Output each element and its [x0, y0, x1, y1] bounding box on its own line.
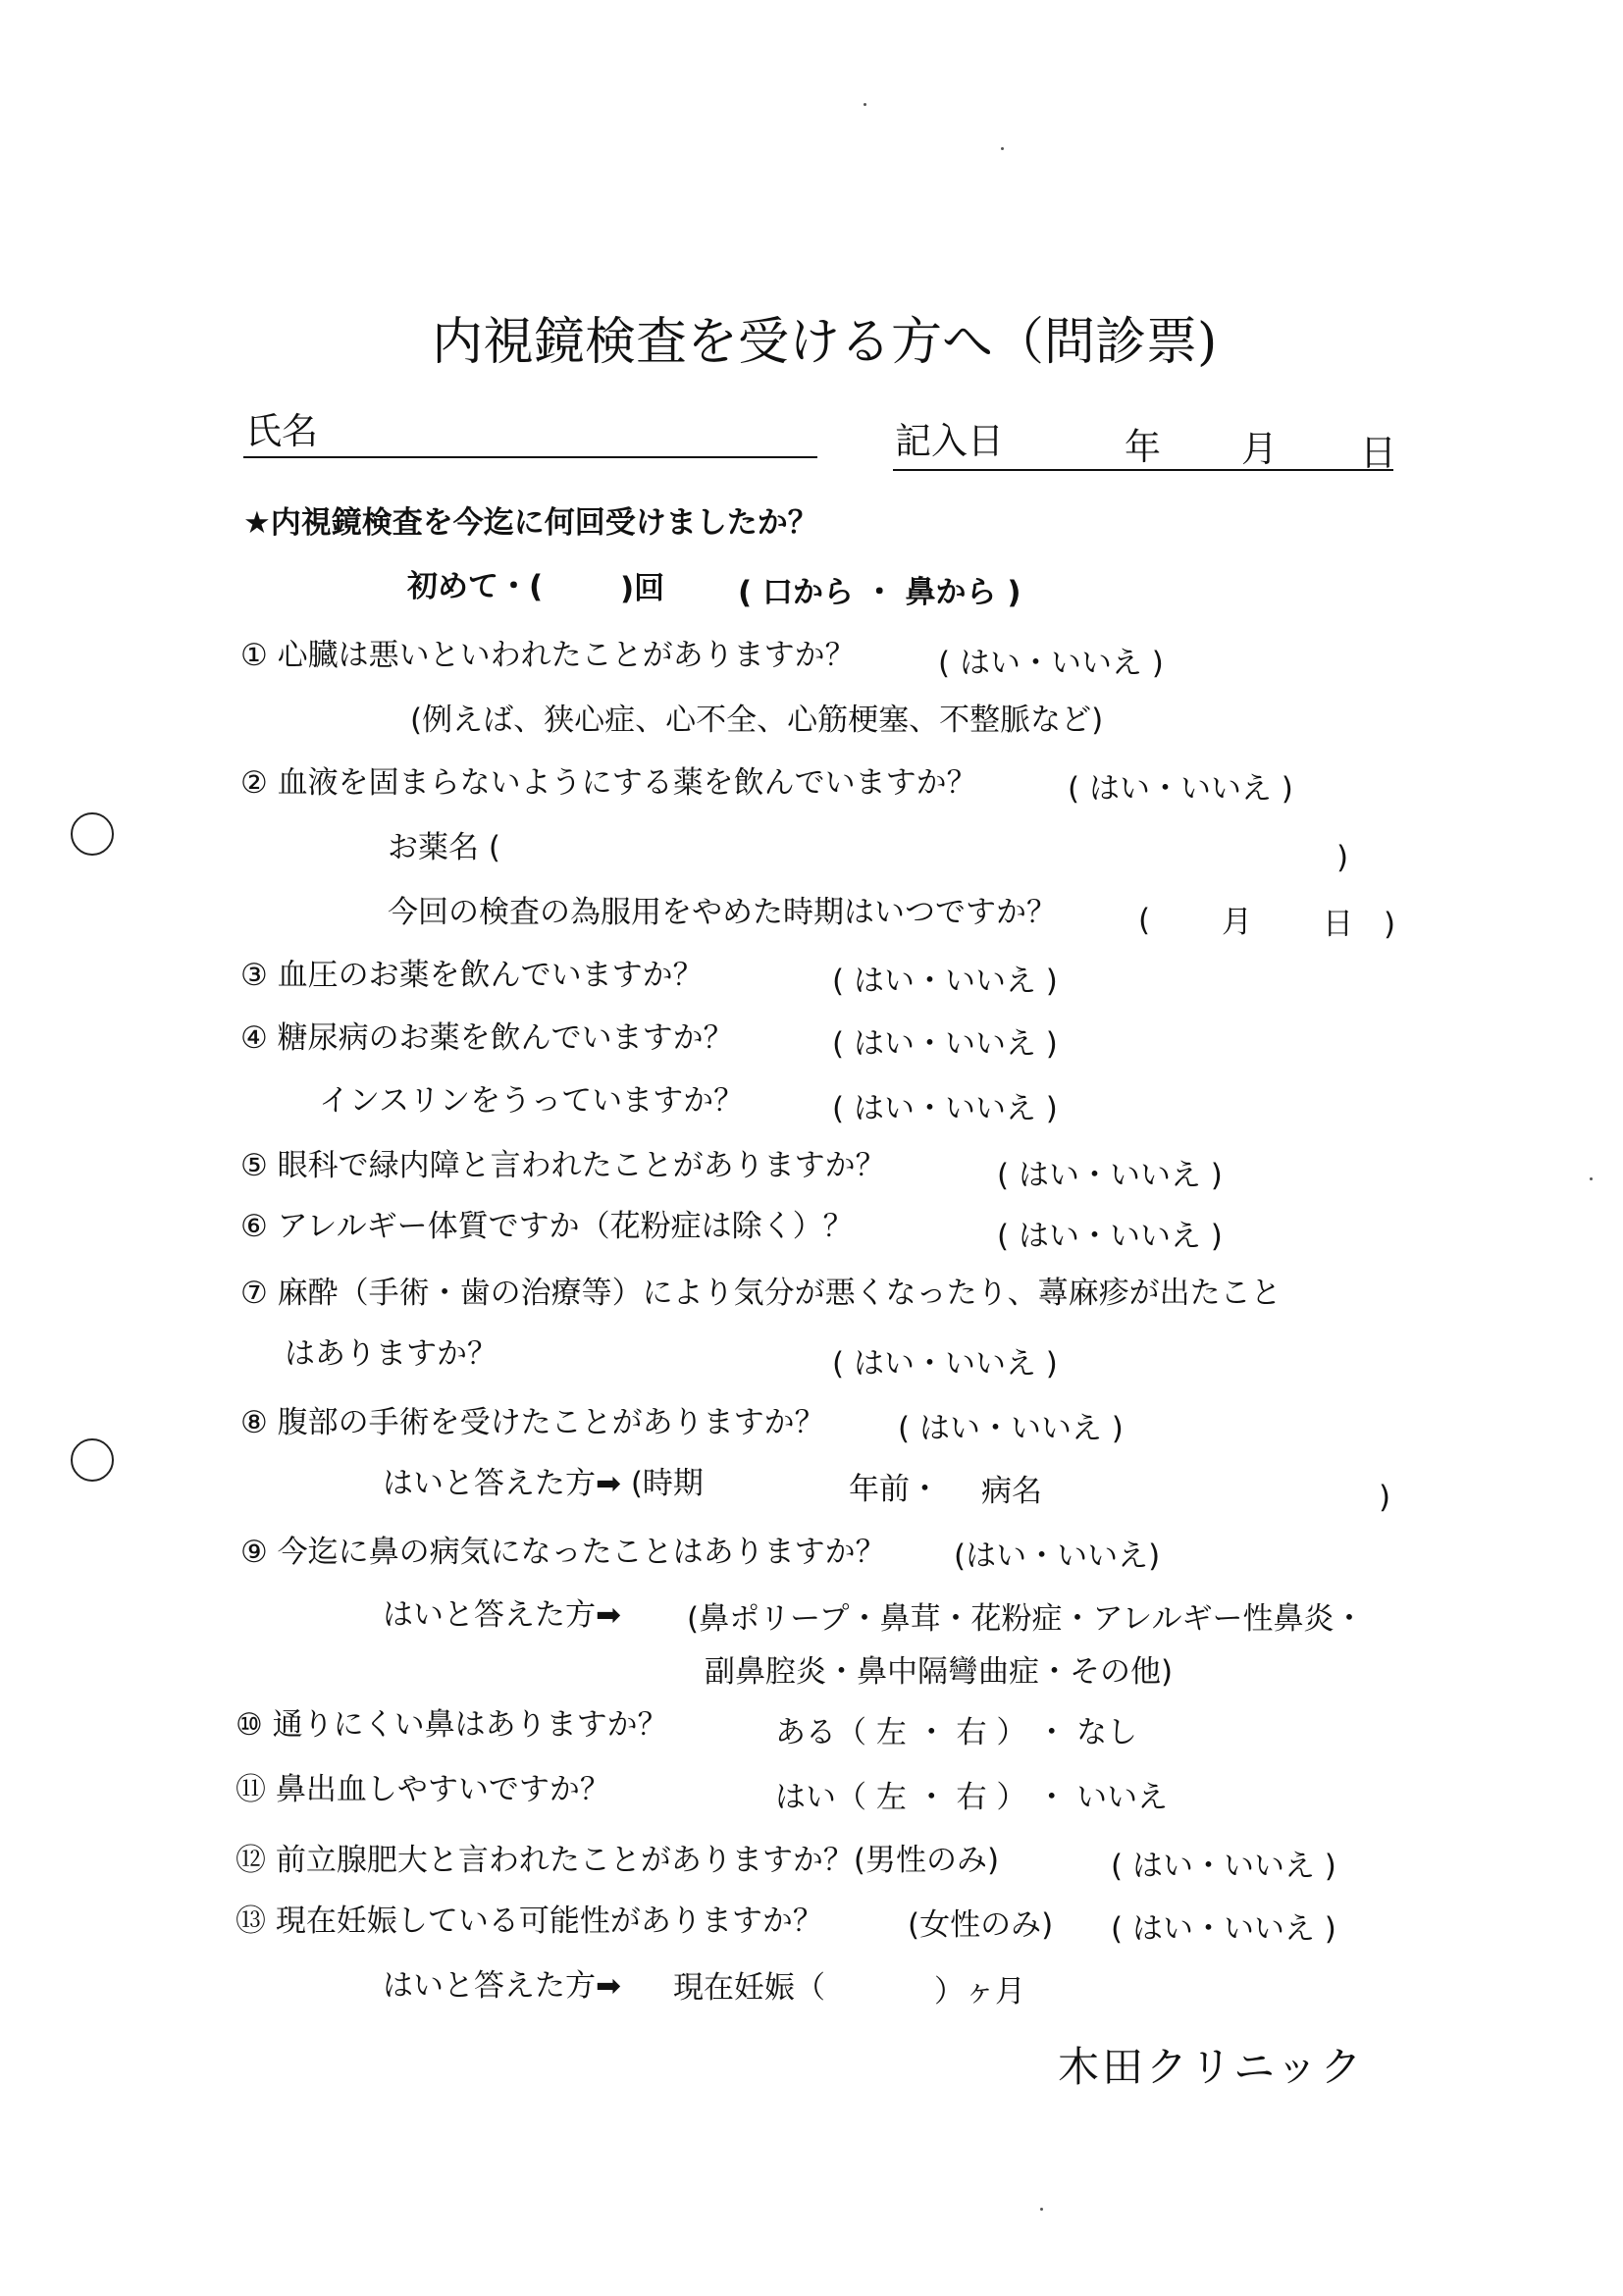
q8-years-ago: 年前・ [849, 1472, 940, 1507]
name-label: 氏名 [245, 410, 318, 452]
q5-text: ⑤ 眼科で緑内障と言われたことがありますか？ [240, 1148, 886, 1183]
q5-answer: ( はい・いいえ ) [997, 1158, 1223, 1193]
q10-text: ⑩ 通りにくい鼻はありますか？ [236, 1707, 668, 1743]
q2-stop-question: 今回の検査の為服用をやめた時期はいつですか？ [388, 895, 1057, 930]
q6-answer: ( はい・いいえ ) [997, 1219, 1223, 1254]
q7-text: ⑦ 麻酔（手術・歯の治療等）により気分が悪くなったり、蕁麻疹が出たこと [240, 1276, 1282, 1311]
punch-hole-bottom [71, 1438, 114, 1482]
punch-hole-top [71, 812, 114, 856]
q13-note: (女性のみ) [908, 1907, 1054, 1943]
q8-close: ) [1379, 1480, 1391, 1515]
q12-answer: ( はい・いいえ ) [1111, 1849, 1336, 1884]
q2-text: ② 血液を固まらないようにする薬を飲んでいますか？ [240, 765, 977, 801]
q4-answer: ( はい・いいえ ) [832, 1026, 1058, 1062]
q3-answer: ( はい・いいえ ) [832, 964, 1058, 999]
q7-answer: ( はい・いいえ ) [832, 1346, 1058, 1382]
intro-question: ★内視鏡検査を今迄に何回受けましたか？ [243, 505, 818, 541]
q13-followup: はいと答えた方➡ [383, 1968, 621, 2004]
intro-first-time: 初めて・( [407, 569, 544, 604]
q11-text: ⑪ 鼻出血しやすいですか？ [236, 1772, 610, 1807]
q9-answer: (はい・いいえ) [954, 1539, 1161, 1574]
q4-insulin-answer: ( はい・いいえ ) [832, 1091, 1058, 1126]
q2-stop-day: 日 [1323, 907, 1353, 942]
date-year-label: 年 [1125, 426, 1161, 468]
q8-disease: 病名 [981, 1474, 1042, 1509]
q8-text: ⑧ 腹部の手術を受けたことがありますか？ [240, 1405, 825, 1440]
date-label: 記入日 [895, 420, 1004, 462]
date-underline [893, 469, 1393, 471]
scan-speck [864, 103, 866, 106]
intro-count: )回 [620, 571, 665, 606]
scan-speck [1001, 147, 1004, 150]
q2-stop-month: 月 [1222, 905, 1252, 940]
scan-speck [1590, 1177, 1593, 1180]
name-underline [243, 456, 817, 458]
q3-text: ③ 血圧のお薬を飲んでいますか？ [240, 958, 704, 993]
q11-answer: はい（ 左 ・ 右 ） ・ いいえ [775, 1780, 1169, 1815]
page-title: 内視鏡検査を受ける方へ（問診票) [432, 313, 1218, 372]
q9-followup: はいと答えた方➡ [383, 1597, 621, 1633]
q6-text: ⑥ アレルギー体質ですか（花粉症は除く）？ [240, 1209, 854, 1244]
q2-stop-open: ( [1138, 903, 1151, 938]
q8-answer: ( はい・いいえ ) [898, 1411, 1124, 1446]
q10-answer: ある（ 左 ・ 右 ） ・ なし [775, 1715, 1138, 1750]
q9-options-1: (鼻ポリープ・鼻茸・花粉症・アレルギー性鼻炎・ [687, 1601, 1365, 1637]
date-month-label: 月 [1241, 428, 1278, 470]
intro-route: ( 口から ・ 鼻から ) [738, 575, 1021, 610]
q9-text: ⑨ 今迄に鼻の病気になったことはありますか？ [240, 1535, 886, 1570]
q2-answer: ( はい・いいえ ) [1068, 771, 1293, 807]
q13-answer: ( はい・いいえ ) [1111, 1911, 1336, 1947]
q13-text: ⑬ 現在妊娠している可能性がありますか？ [236, 1904, 823, 1939]
q7-text-cont: はありますか？ [285, 1336, 497, 1372]
q8-followup: はいと答えた方➡ (時期 [383, 1466, 704, 1501]
q2-medicine-label: お薬名 ( [388, 830, 500, 865]
q1-text: ① 心臓は悪いといわれたことがありますか？ [240, 638, 856, 673]
q1-answer: ( はい・いいえ ) [938, 646, 1164, 681]
q2-medicine-close: ) [1336, 840, 1349, 875]
q2-stop-close: ) [1384, 907, 1396, 942]
q1-example: (例えば、狭心症、心不全、心筋梗塞、不整脈など) [410, 703, 1104, 738]
q13-months: ）ヶ月 [934, 1974, 1025, 2009]
q12-text: ⑫ 前立腺肥大と言われたことがありますか？(男性のみ) [236, 1843, 1000, 1878]
date-day-label: 日 [1360, 432, 1396, 474]
clinic-name: 木田クリニック [1058, 2043, 1365, 2091]
scan-speck [1040, 2208, 1043, 2211]
q4-text: ④ 糖尿病のお薬を飲んでいますか？ [240, 1020, 734, 1056]
q13-pregnancy: 現在妊娠（ [673, 1970, 825, 2006]
q9-options-2: 副鼻腔炎・鼻中隔彎曲症・その他) [705, 1654, 1174, 1690]
q4-insulin: インスリンをうっていますか？ [319, 1083, 745, 1119]
